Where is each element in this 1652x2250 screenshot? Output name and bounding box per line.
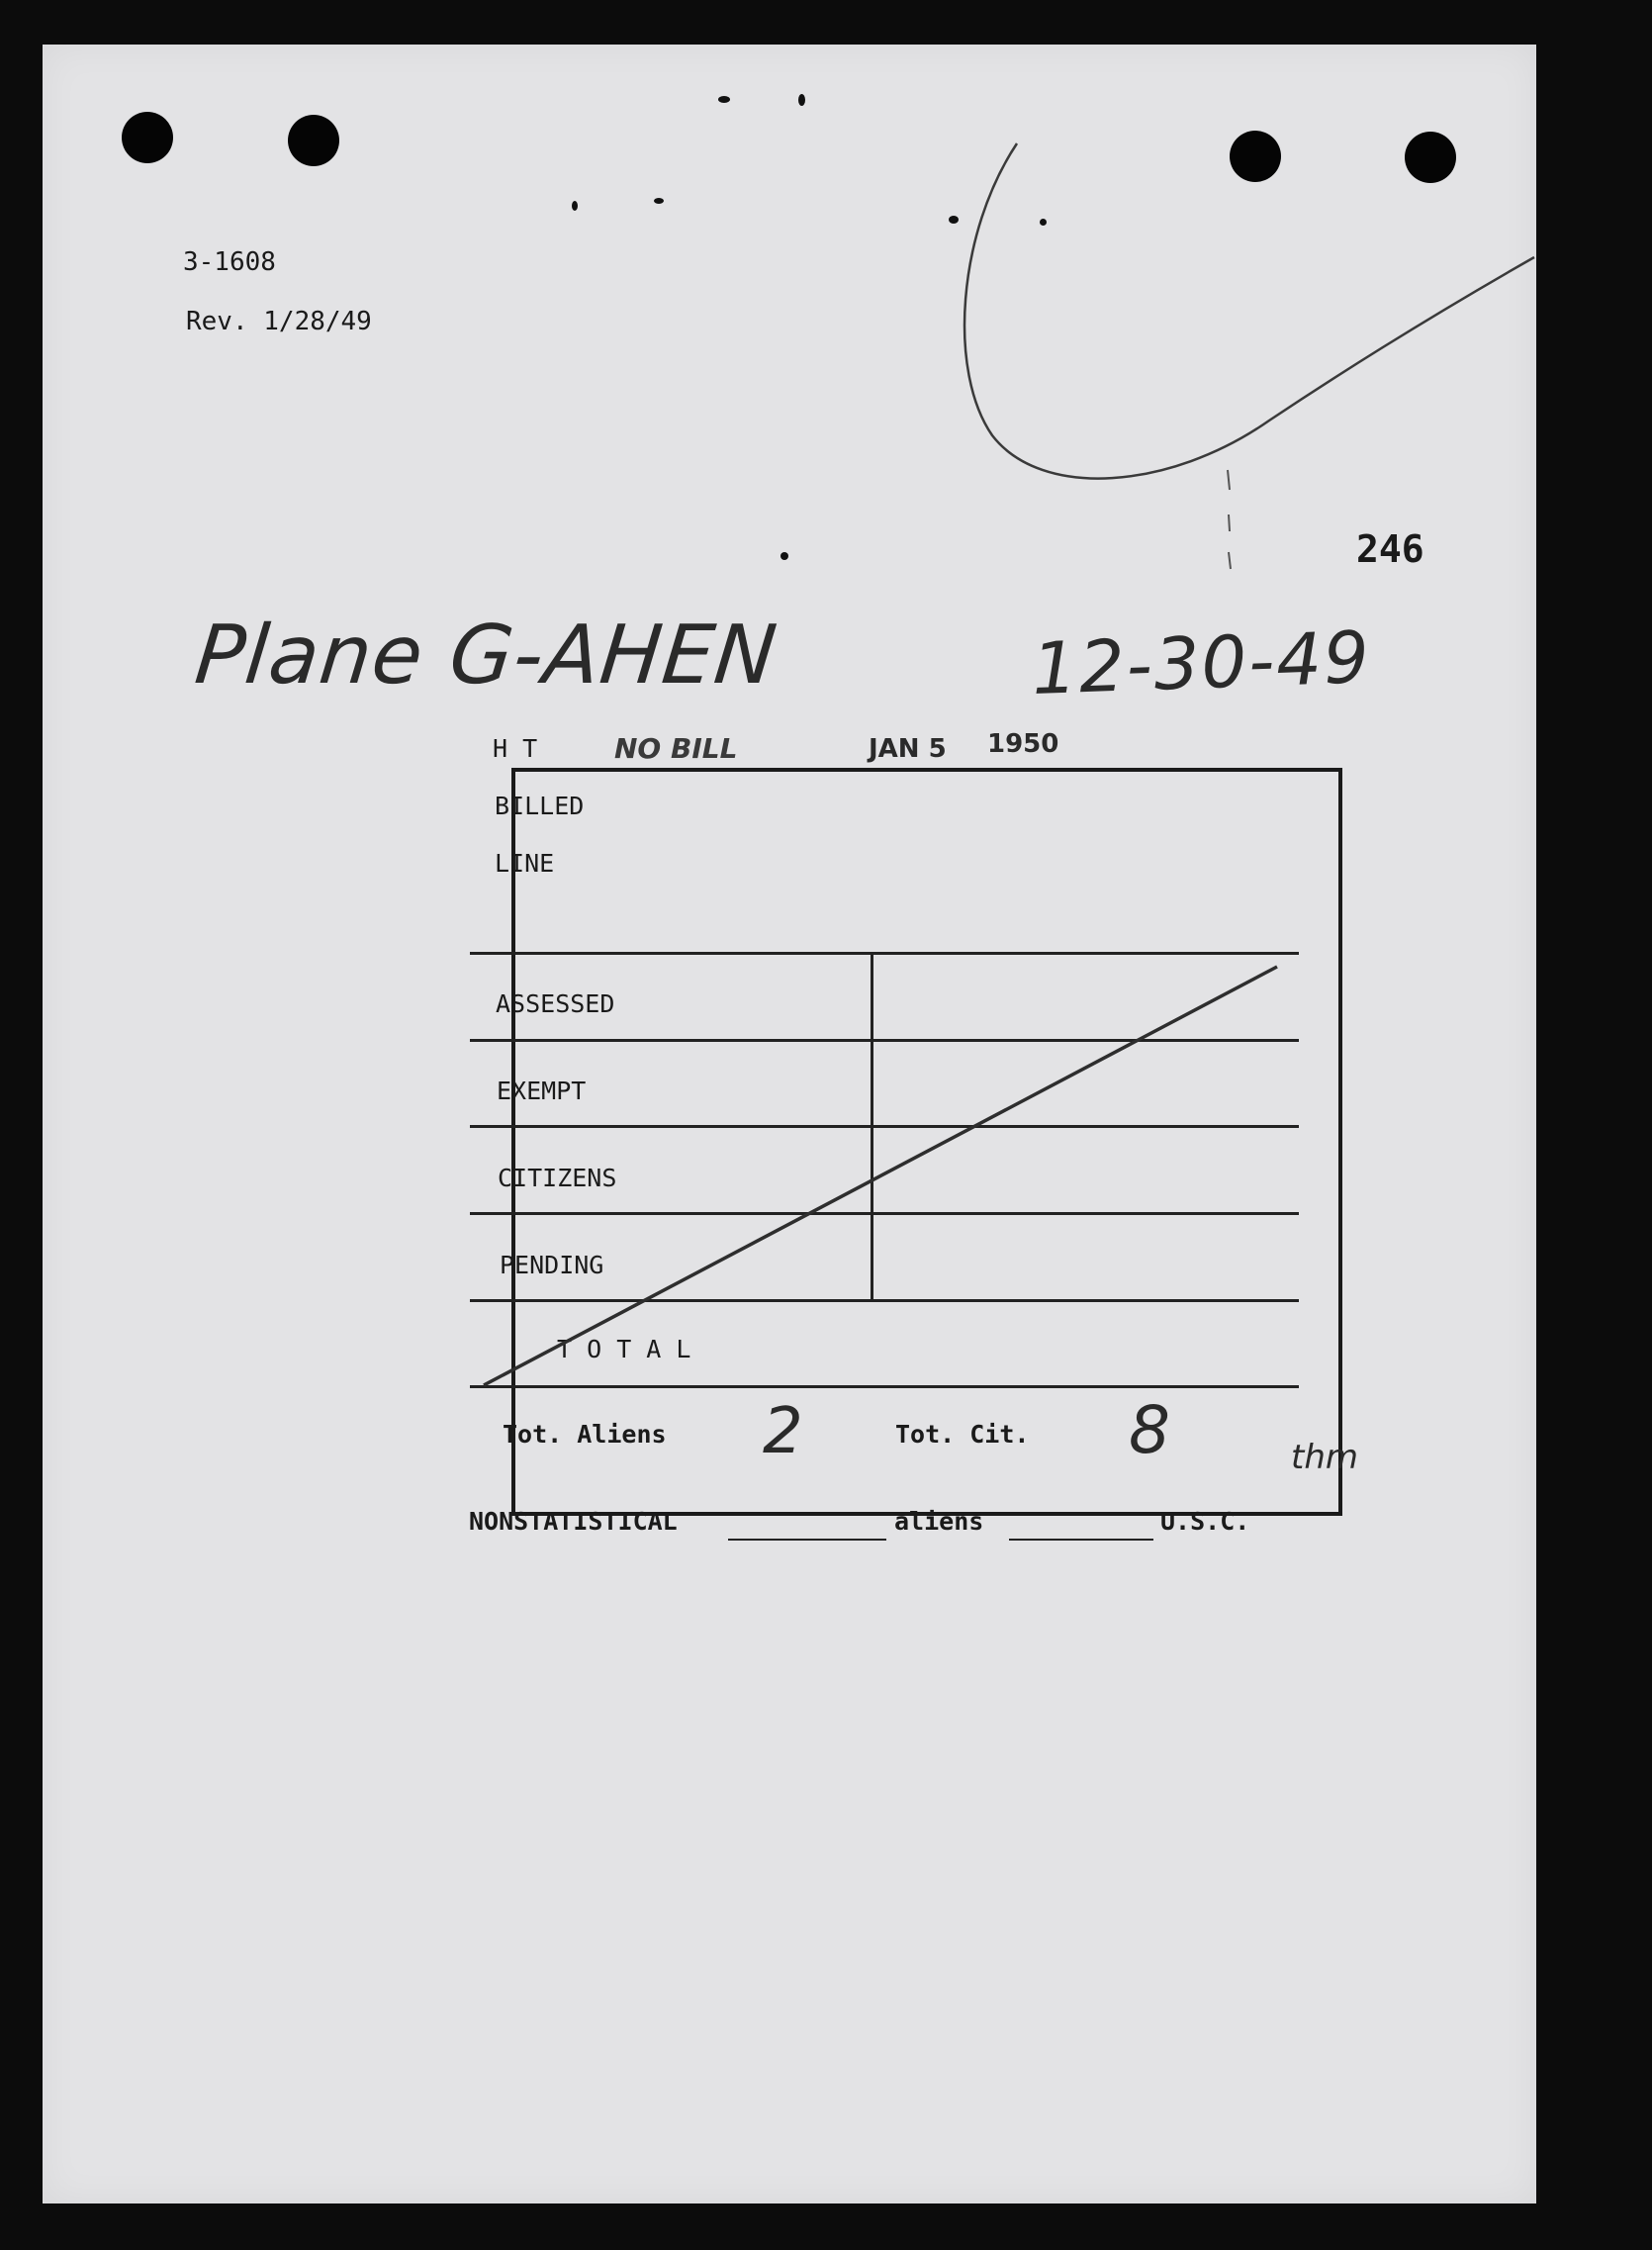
punch-hole xyxy=(288,115,339,166)
statistics-table xyxy=(511,768,1342,1516)
margin-tick xyxy=(1228,470,1231,569)
row-pending: PENDING xyxy=(500,1251,604,1279)
tot-aliens-value: 2 xyxy=(763,1395,803,1468)
table-rule xyxy=(470,1125,1299,1128)
table-column-divider xyxy=(871,952,873,1299)
ink-speck xyxy=(1040,219,1047,226)
date-stamp: JAN 5 xyxy=(869,734,947,764)
ink-speck xyxy=(572,201,578,211)
row-assessed: ASSESSED xyxy=(496,989,615,1018)
tot-aliens-label: Tot. Aliens xyxy=(503,1420,667,1449)
row-citizens: CITIZENS xyxy=(498,1164,617,1192)
usc-label: U.S.C. xyxy=(1160,1507,1250,1536)
ink-speck xyxy=(718,96,730,103)
header-billed: BILLED xyxy=(495,792,585,820)
aliens-blank xyxy=(1009,1539,1153,1541)
document-page xyxy=(43,45,1536,2203)
pencil-curve xyxy=(964,143,1534,479)
table-rule xyxy=(470,952,1299,955)
handwritten-subject: Plane G-AHEN xyxy=(191,609,782,703)
page-number: 246 xyxy=(1356,527,1424,571)
row-exempt: EXEMPT xyxy=(497,1077,587,1105)
handwritten-date: 12-30-49 xyxy=(1030,615,1373,710)
punch-hole xyxy=(1405,132,1456,183)
form-revision: Rev. 1/28/49 xyxy=(186,307,372,336)
punch-hole xyxy=(122,112,173,163)
ink-speck xyxy=(780,552,788,560)
tot-cit-value: 8 xyxy=(1129,1392,1170,1468)
year-stamp: 1950 xyxy=(987,729,1059,759)
total-label: T O T A L xyxy=(557,1335,691,1363)
ink-speck xyxy=(654,198,664,204)
table-rule xyxy=(470,1039,1299,1042)
nonstatistical-label: NONSTATISTICAL xyxy=(469,1507,678,1536)
header-line: LINE xyxy=(495,849,555,878)
table-rule xyxy=(470,1299,1299,1302)
table-rule xyxy=(470,1385,1299,1388)
punch-hole xyxy=(1230,131,1281,182)
ink-speck xyxy=(949,216,959,224)
no-bill-stamp: NO BILL xyxy=(614,732,738,765)
nonstatistical-blank xyxy=(728,1539,886,1541)
table-rule xyxy=(470,1212,1299,1215)
form-number: 3-1608 xyxy=(183,247,276,277)
handwritten-initials: thm xyxy=(1291,1438,1358,1477)
header-ht: H T xyxy=(493,734,538,763)
aliens-label: aliens xyxy=(894,1507,984,1536)
tot-cit-label: Tot. Cit. xyxy=(895,1420,1030,1449)
ink-speck xyxy=(798,94,805,106)
